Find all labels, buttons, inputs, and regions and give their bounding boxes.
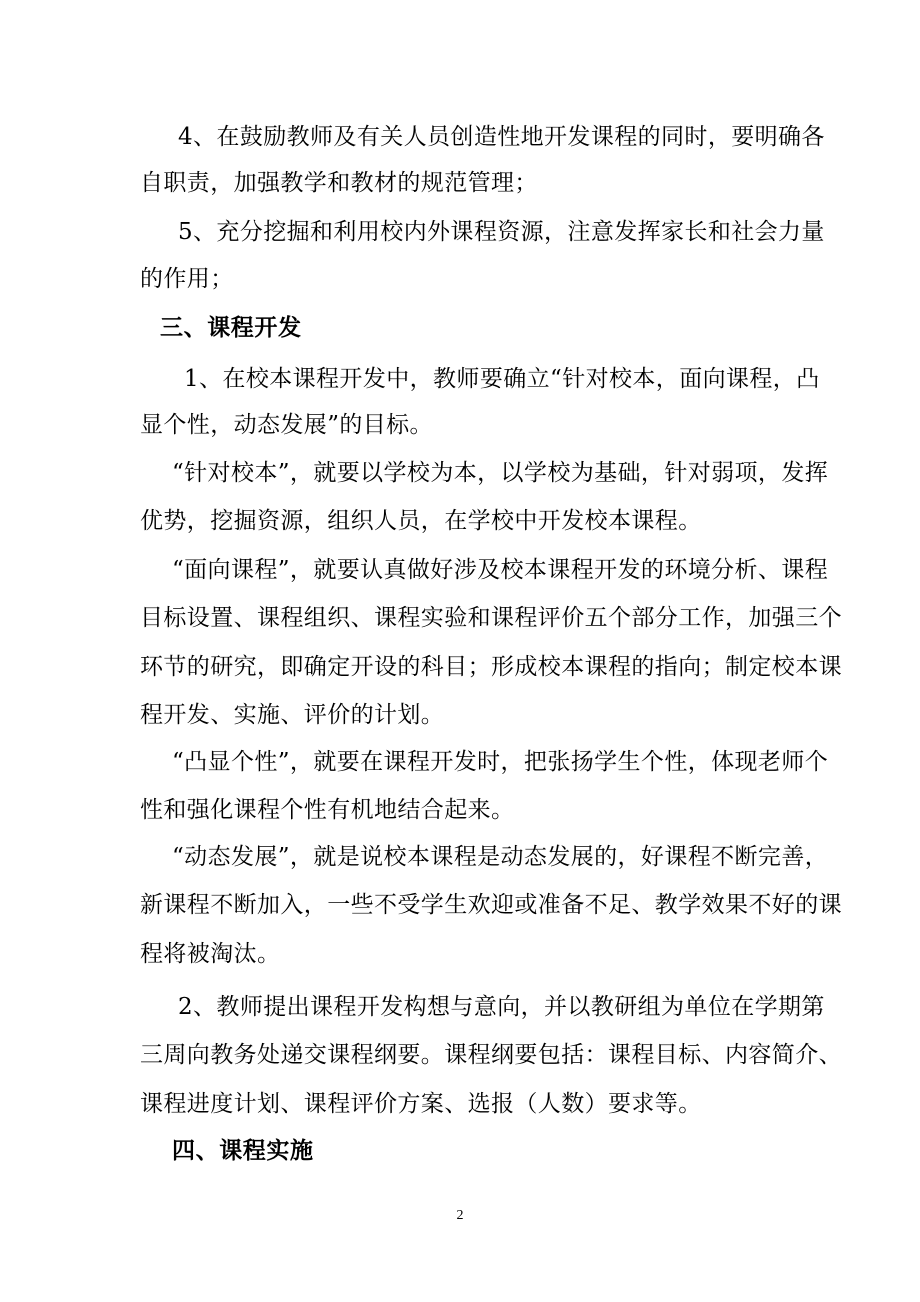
text-line: 2、教师提出课程开发构想与意向，并以教研组为单位在学期第 [178,994,825,1020]
text-line: 目标设置、课程组织、课程实验和课程评价五个部分工作，加强三个 [140,605,842,631]
text-line: 课程进度计划、课程评价方案、选报（人数）要求等。 [140,1091,702,1117]
text-line: “面向课程”，就要认真做好涉及校本课程开发的环境分析、课程 [172,557,829,583]
text-line: 的作用； [140,266,234,292]
text-line: 性和强化课程个性有机地结合起来。 [140,797,515,823]
text-line: 新课程不断加入，一些不受学生欢迎或准备不足、教学效果不好的课 [140,892,842,918]
text-line: “凸显个性”，就要在课程开发时，把张扬学生个性，体现老师个 [172,749,829,775]
page-number: 2 [456,1208,464,1223]
text-line: 三周向教务处递交课程纲要。课程纲要包括：课程目标、内容简介、 [140,1042,842,1068]
text-line: 自职责，加强教学和教材的规范管理； [140,170,538,196]
text-line: 5、充分挖掘和利用校内外课程资源，注意发挥家长和社会力量 [178,219,825,245]
text-line: 程开发、实施、评价的计划。 [140,702,445,728]
text-line: “动态发展”，就是说校本课程是动态发展的，好课程不断完善， [172,844,829,870]
text-line: 优势，挖掘资源，组织人员，在学校中开发校本课程。 [140,508,702,534]
text-line: 显个性，动态发展”的目标。 [140,412,433,438]
section-heading: 三、课程开发 [160,315,302,341]
text-line: 4、在鼓励教师及有关人员创造性地开发课程的同时，要明确各 [178,124,825,150]
section-heading: 四、课程实施 [172,1138,314,1164]
text-line: “针对校本”，就要以学校为本，以学校为基础，针对弱项，发挥 [172,460,829,486]
text-line: 1、在校本课程开发中，教师要确立“针对校本，面向课程，凸 [184,366,820,392]
text-line: 环节的研究，即确定开设的科目；形成校本课程的指向；制定校本课 [140,654,842,680]
text-line: 程将被淘汰。 [140,941,281,967]
